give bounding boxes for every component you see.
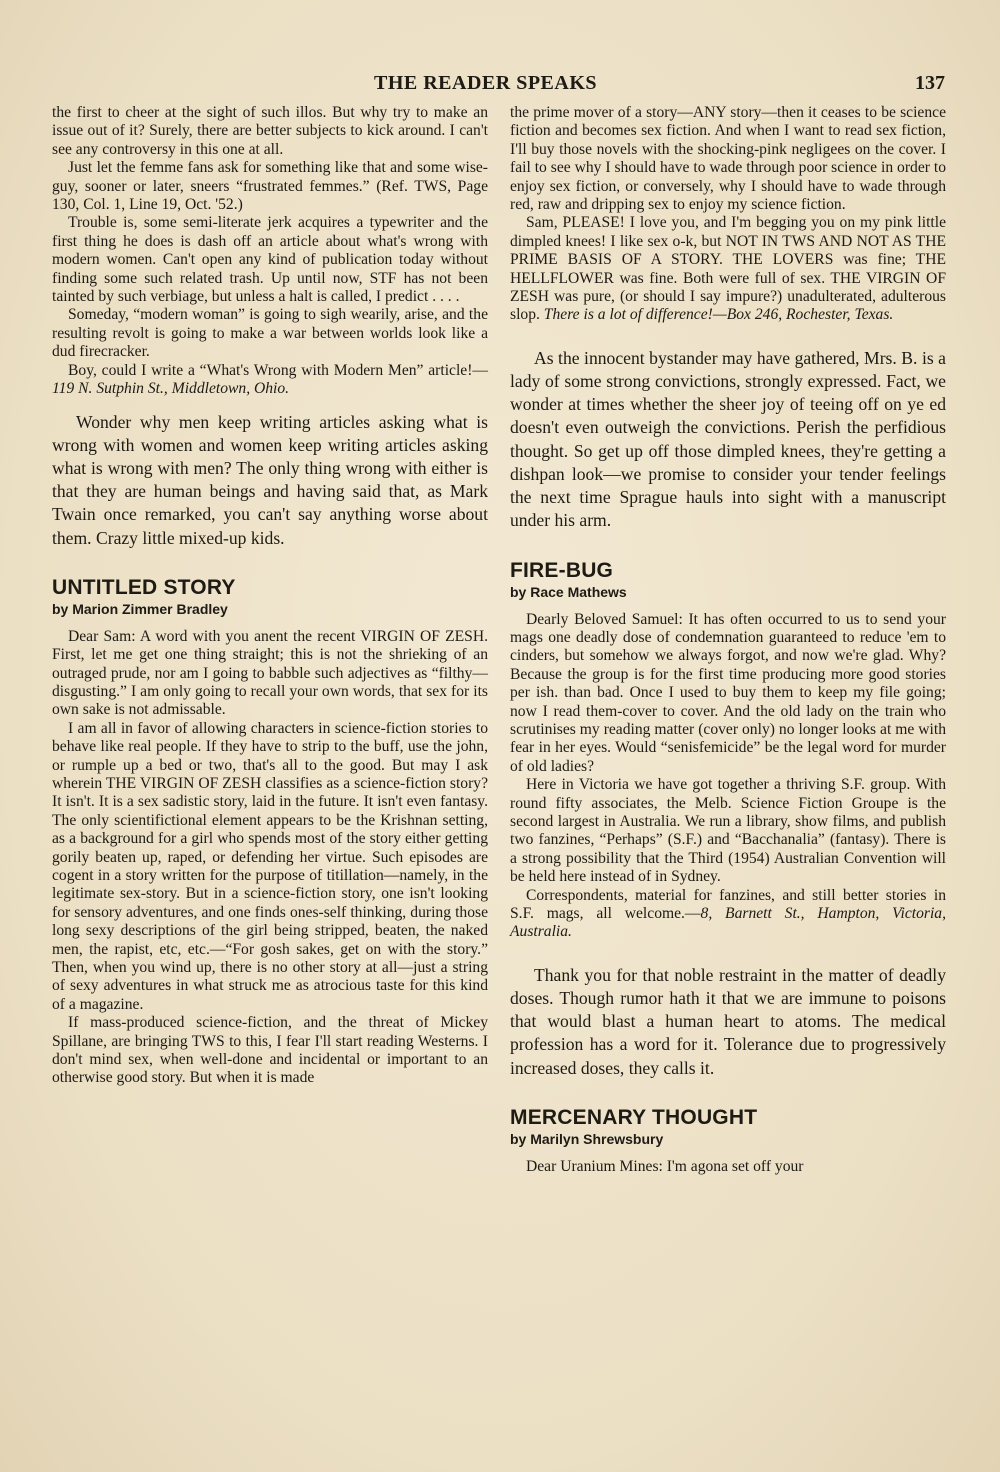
letter-paragraph: Dearly Beloved Samuel: It has often occurred to us to send your mags one deadly dose of condemnation guaranteed to reduce 'em to cinders, but somehow we always forgot, and now we're glad. Why? Because the group is for the first time producing more good stories per ish. than bad. Once I used to buy them to keep my file going; now I read them-cover to cover. And the old lady on the train who scrutinises my reading matter (cover only) no longer looks at me with fear in her eyes. Would “senisfemicide” be the legal word for murder of old ladies?: [510, 610, 946, 775]
letter-paragraph: the first to cheer at the sight of such illos. But why try to make an issue out of it? Surely, there are better subjects to kick around. I can't see any controversy in this one at all.: [52, 104, 488, 158]
letter-signature: 119 N. Sutphin St., Middletown, Ohio.: [52, 380, 290, 398]
letter-paragraph: Dear Uranium Mines: I'm agona set off your: [526, 1157, 804, 1175]
letter-text: Sam, PLEASE! I love you, and I'm begging you on my pink little dimpled knees! I like sex o-k, but NOT IN TWS AND NOT AS THE PRIME BASIS OF A STORY. THE LOVERS was fine; THE HELLFLOWER was fine. Both were full of sex. THE VIRGIN OF ZESH was pure, (or should I say impure?) unadulterated, adulterous slop.: [510, 214, 946, 324]
letter: [52, 628, 488, 1088]
letter-continued: [510, 104, 946, 325]
letter-paragraph: [510, 214, 946, 324]
letter-paragraph: Dear Sam: A word with you anent the recent VIRGIN OF ZESH. First, let me get one thing straight; this is not the shrieking of an outraged prude, nor am I going to babble such adjectives as “filthy—disgusting.” I am only going to recall your own words, that sex for its own sake is not admissable.: [52, 627, 488, 719]
section-title: MERCENARY THOUGHT: [510, 1105, 758, 1129]
editor-reply: As the innocent bystander may have gathered, Mrs. B. is a lady of some strong convictions, strongly expressed. Fact, we wonder at times whether the sheer joy of teeing off on ye ed doesn't even outweigh the convictions. Perish the perfidious thought. So get up off those dimpled knees, they're getting a dishpan look—we promise to consider your tender feelings the next time Sprague hauls into sight with a manuscript under his arm.: [510, 347, 946, 531]
letter-paragraph: Trouble is, some semi-literate jerk acquires a typewriter and the first thing he does is dash off an article about what's wrong with modern women. Can't open any kind of publication today without finding some such related trash. Up until now, STF has not been tainted by such verbiage, but unless a halt is called, I predict . . . .: [52, 214, 488, 306]
letter-paragraph: Just let the femme fans ask for something like that and some wise-guy, sooner or later, sneers “frustrated femmes.” (Ref. TWS, Page 130, Col. 1, Line 19, Oct. '52.): [52, 159, 488, 214]
letter-text: Boy, could I write a “What's Wrong with Modern Men” article!—: [68, 361, 488, 379]
letter-paragraph: Here in Victoria we have got together a thriving S.F. group. With round fifty associates, the Melb. Science Fiction Groupe is the second largest in Australia. We run a library, show films, and publish two fanzines, “Perhaps” (S.F.) and “Bacchanalia” (fantasy). There is a strong possibility that the Third (1954) Australian Convention will be held here instead of in Sydney.: [510, 776, 946, 886]
editor-reply: Wonder why men keep writing articles asking what is wrong with women and women keep writing articles asking what is wrong with men? The only thing wrong with either is that they are human beings and having said that, as Mark Twain once remarked, you can't say anything worse about them. Crazy little mixed-up kids.: [52, 411, 488, 548]
page-header: [52, 72, 945, 98]
running-head: THE READER SPEAKS: [374, 72, 597, 94]
left-column: [52, 104, 488, 1088]
letter-signature: 8, Barnett St., Hampton, Victoria, Australia.: [510, 905, 946, 941]
byline: by Marion Zimmer Bradley: [52, 600, 228, 617]
letter-paragraph: I am all in favor of allowing characters in science-fiction stories to behave like real people. If they have to strip to the buff, use the john, or rumple up a bed or two, that's all to the good. But may I ask wherein THE VIRGIN OF ZESH classifies as a science-fiction story? It isn't. It is a sex sadistic story, laid in the future. It isn't even fantasy. The only scientifictional element appears to be the Krishnan setting, as a background for a girl who spends most of the story either getting gorily beaten up, raped, or defending her virtue. Such episodes are cogent in a story written for the purpose of titillation—namely, in the legitimate sex-story. But in a science-fiction story, one isn't looking for sensory adventures, and one finds ones-self thinking, during those long sexy descriptions of the girl being stripped, beaten, the naked men, the rapist, etc, etc.—“For gosh sakes, get on with the story.” Then, when you wind up, there is no other story at all—just a string of sexy adventures in what struck me as atrocious taste for this kind of a magazine.: [52, 719, 488, 1013]
byline: by Race Mathews: [510, 583, 627, 600]
letter-paragraph: [510, 887, 946, 942]
letter-signature: There is a lot of difference!—Box 246, Rochester, Texas.: [543, 306, 894, 324]
page-number: 137: [915, 72, 945, 94]
letter-paragraph: [52, 362, 488, 399]
letter-text: Correspondents, material for fanzines, and still better stories in S.F. mags, all welcome.—: [510, 886, 946, 922]
letter: [510, 1158, 946, 1176]
byline: by Marilyn Shrewsbury: [510, 1130, 664, 1147]
section-title: FIRE-BUG: [510, 558, 614, 582]
right-column: [510, 104, 946, 1176]
editor-reply: Thank you for that noble restraint in the matter of deadly doses. Though rumor hath it that we are immune to poisons that would blast a human heart to atoms. The medical profession has a word for it. Tolerance due to progressively increased doses, they calls it.: [510, 964, 946, 1078]
letter-paragraph: Someday, “modern woman” is going to sigh wearily, arise, and the resulting revolt is going to make a war between worlds look like a dud firecracker.: [52, 306, 488, 361]
section-title: UNTITLED STORY: [52, 575, 236, 599]
letter-continued: [52, 104, 488, 399]
letter-paragraph: If mass-produced science-fiction, and the threat of Mickey Spillane, are bringing TWS to this, I fear I'll start reading Westerns. I don't mind sex, when well-done and incidental or important to an otherwise good story. But when it is made: [52, 1014, 488, 1087]
letter-paragraph: the prime mover of a story—ANY story—then it ceases to be science fiction and becomes sex fiction. And when I want to read sex fiction, I'll buy those novels with the shocking-pink negligees on the cover. I fail to see why I should have to wade through poor science in order to enjoy sex fiction, or conversely, why I should have to wade through red, raw and dripping sex to enjoy my science fiction.: [510, 104, 946, 214]
letter: [510, 611, 946, 942]
